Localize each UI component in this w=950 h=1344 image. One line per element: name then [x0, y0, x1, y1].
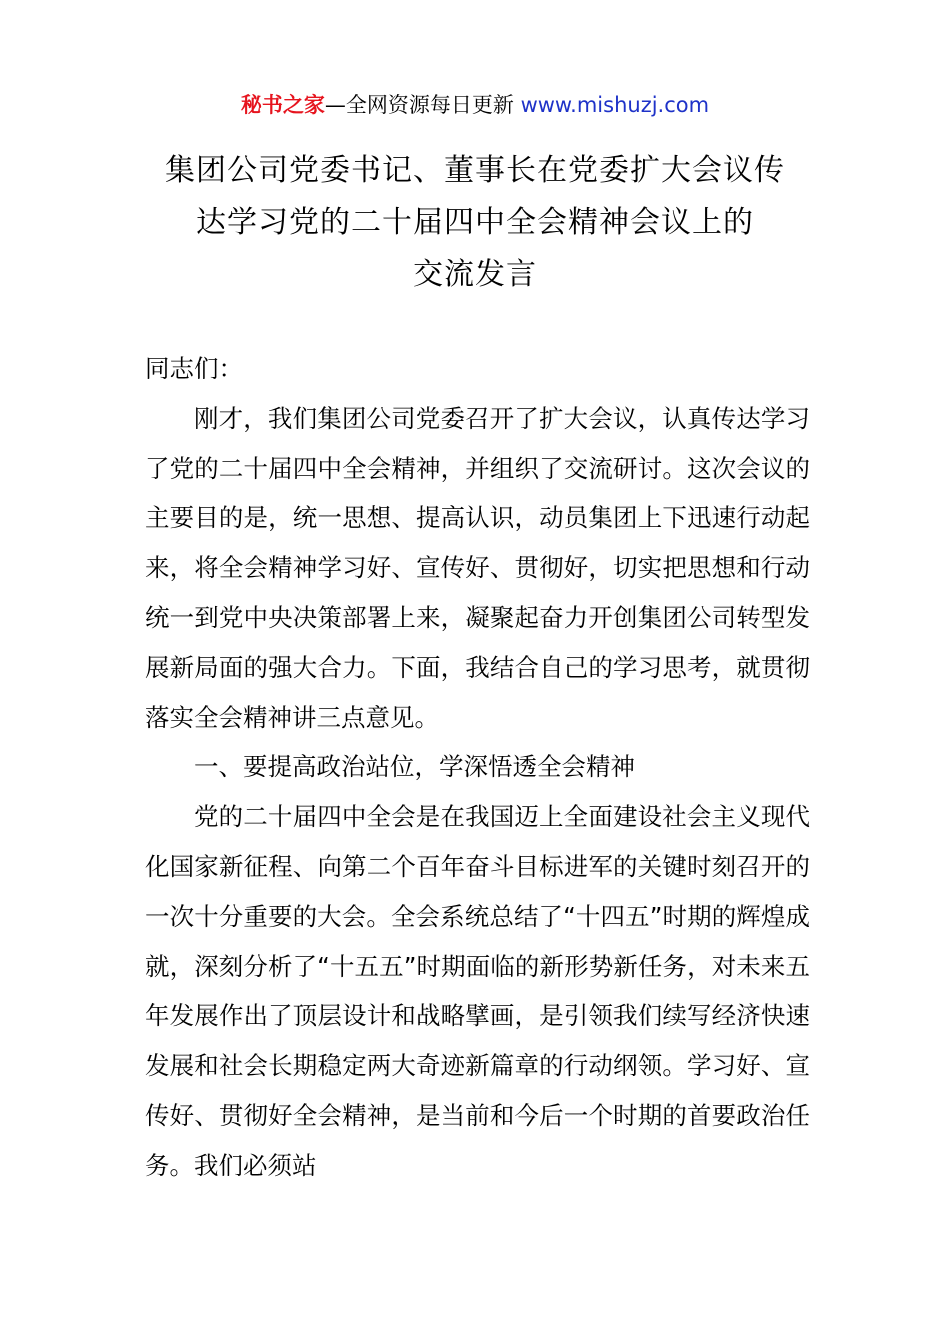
site-header: [0, 88, 950, 122]
salutation: 同志们：: [145, 354, 243, 383]
document-body: [145, 344, 810, 1191]
paragraph: 党的二十届四中全会是在我国迈上全面建设社会主义现代化国家新征程、向第二个百年奋斗目标进军的关键时刻召开的一次十分重要的大会。全会系统总结了“十四五”时期的辉煌成就，深刻分析了“十五五”时期面临的新形势新任务，对未来五年发展作出了顶层设计和战略擘画，是引领我们续写经济快速发展和社会长期稳定两大奇迹新篇章的行动纲领。学习好、宣传好、贯彻好全会精神，是当前和今后一个时期的首要政治任务。我们必须站: [145, 802, 810, 1180]
title-line-3: 交流发言: [413, 257, 537, 292]
title-line-2: 达学习党的二十届四中全会精神会议上的: [196, 205, 754, 240]
title-line-1: 集团公司党委书记、董事长在党委扩大会议传: [165, 153, 785, 188]
site-url-link[interactable]: www.mishuzj.com: [520, 93, 710, 117]
document-title: [130, 145, 820, 301]
section-heading: 一、要提高政治站位，学深悟透全会精神: [194, 752, 635, 782]
site-tagline: —全网资源每日更新: [324, 93, 521, 117]
site-brand: 秘书之家: [240, 93, 325, 117]
paragraph: 刚才，我们集团公司党委召开了扩大会议，认真传达学习了党的二十届四中全会精神，并组织了交流研讨。这次会议的主要目的是，统一思想、提高认识，动员集团上下迅速行动起来，将全会精神学习好、宣传好、贯彻好，切实把思想和行动统一到党中央决策部署上来，凝聚起奋力开创集团公司转型发展新局面的强大合力。下面，我结合自己的学习思考，就贯彻落实全会精神讲三点意见。: [145, 403, 810, 732]
